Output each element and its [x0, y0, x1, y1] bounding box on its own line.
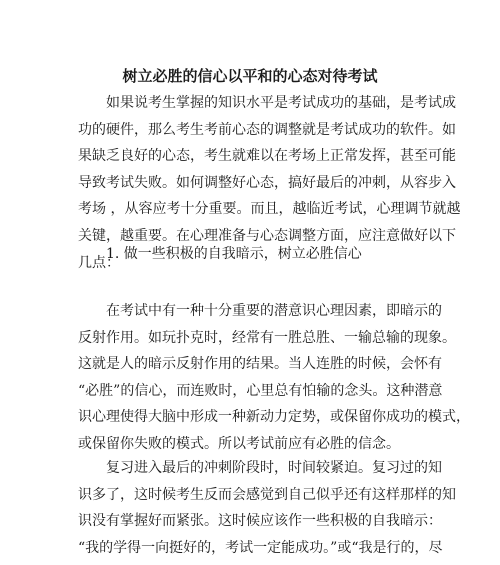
text-line: 几点：: [78, 254, 120, 271]
text-line: 考场 ，从容应考十分重要。而且，越临近考试，心理调节就越: [78, 201, 461, 218]
paragraph-final-sprint: [78, 455, 456, 561]
text-line: 复习进入最后的冲刺阶段时，时间较紧迫。复习过的知: [106, 460, 442, 476]
text-line: 如果说考生掌握的知识水平是考试成功的基础，是考试成: [106, 95, 456, 111]
text-line: 反射作用。如玩扑克时，经常有一胜总胜、一输总输的现象。: [78, 329, 456, 346]
section-heading-1: 1. 做一些积极的自我暗示，树立必胜信心: [106, 246, 362, 262]
text-line: 这就是人的暗示反射作用的结果。当人连胜的时候，会怀有: [78, 356, 442, 373]
text-line: 导致考试失败。如何调整好心态，搞好最后的冲刺，从容步入: [78, 174, 456, 191]
text-line: “必胜”的信心，而连败时，心里总有怕输的念头。这种潜意: [78, 382, 443, 399]
text-line: 或保留你失败的模式。所以考试前应有必胜的信念。: [78, 435, 400, 452]
text-line: 识没有掌握好而紧张。这时候应该作一些积极的自我暗示：: [78, 513, 442, 530]
text-line: 识心理使得大脑中形成一种新动力定势，或保留你成功的模式，: [78, 409, 470, 426]
text-line: 在考试中有一种十分重要的潜意识心理因素，即暗示的: [106, 303, 442, 319]
paragraph-suggestion: [78, 298, 470, 458]
document-title: 树立必胜的信心以平和的心态对待考试: [122, 67, 378, 85]
text-line: 功的硬件，那么考生考前心态的调整就是考试成功的软件。如: [78, 121, 456, 138]
text-line: “我的学得一向挺好的，考试一定能成功。”或“我是行的，尽: [78, 539, 443, 556]
page-bottom-edge: [0, 558, 500, 565]
text-line: 关键，越重要。在心理准备与心态调整方面，应注意做好以下: [78, 227, 456, 244]
text-line: 果缺乏良好的心态，考生就难以在考场上正常发挥，甚至可能: [78, 148, 456, 165]
text-line: 识多了，这时候考生反而会感觉到自己似乎还有这样那样的知: [78, 486, 456, 503]
